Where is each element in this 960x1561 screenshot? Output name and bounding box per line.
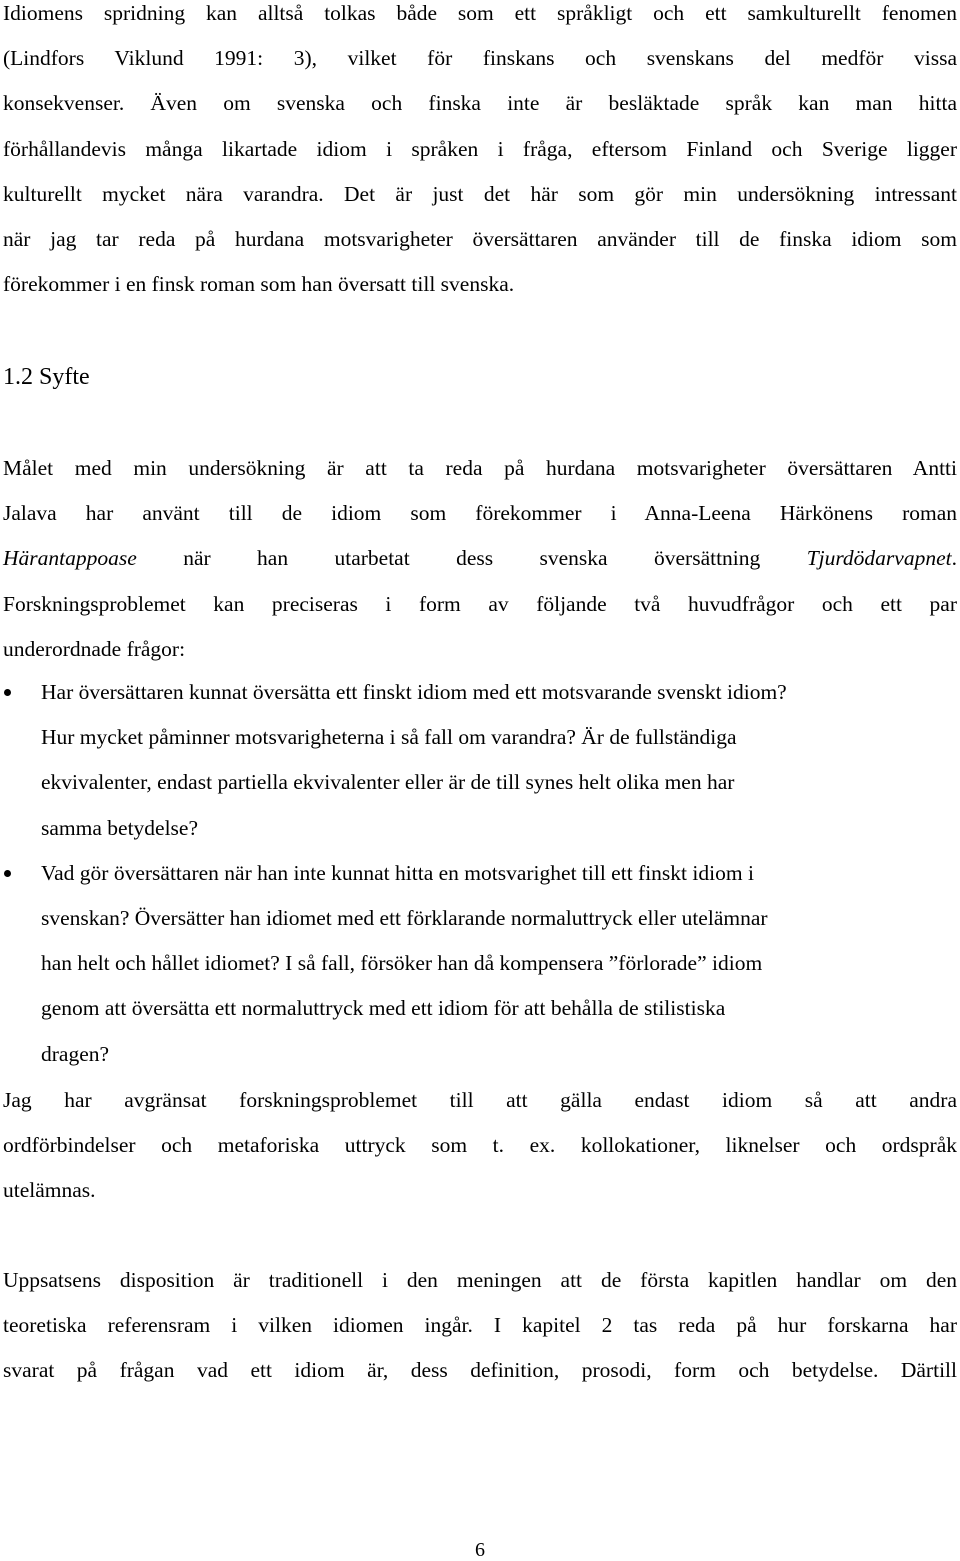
text-line: konsekvenser. Även om svenska och finska inte är besläktade språk kan man hitta [3,91,957,116]
text-line: svenskan? Översätter han idiomet med ett förklarande normaluttryck eller utelämnar [41,906,768,931]
text-fragment: när han utarbetat dess svenska översättning [183,546,761,571]
text-line: kulturellt mycket nära varandra. Det är just det här som gör min undersökning intressant [3,181,957,206]
novel-title-swedish: Tjurdödarvapnet [806,546,952,571]
bullet-icon [4,689,11,696]
text-line: Jalava har använt till de idiom som förekommer i Anna-Leena Härkönens roman [3,501,957,526]
text-line: Uppsatsens disposition är traditionell i den meningen att de första kapitlen handlar om den [3,1268,957,1292]
text-line: samma betydelse? [41,815,199,840]
text-line: (Lindfors Viklund 1991: 3), vilket för finskans och svenskans del medför vissa [3,46,957,71]
text-line: Har översättaren kunnat översätta ett finskt idiom med ett motsvarande svenskt idiom? [41,680,787,704]
text-line: genom att översätta ett normaluttryck med ett idiom för att behålla de stilistiska [41,996,726,1021]
text-line: Vad gör översättaren när han inte kunnat hitta en motsvarighet till ett finskt idiom i [41,860,754,885]
text-line: svarat på frågan vad ett idiom är, dess definition, prosodi, form och betydelse. Därtill [3,1358,957,1383]
paragraph-disposition [3,1258,957,1394]
page-number: 6 [475,1539,485,1561]
text-line: Idiomens spridning kan alltså tolkas både som ett språkligt och ett samkulturellt fenomen [3,1,957,25]
text-line: ordförbindelser och metaforiska uttryck som t. ex. kollokationer, liknelser och ordspråk [3,1133,957,1158]
text-line: förhållandevis många likartade idiom i språken i fråga, eftersom Finland och Sverige ligger [3,136,957,161]
list-item [0,851,960,1077]
list-item [0,670,960,851]
text-line: dragen? [41,1041,110,1066]
paragraph-delimitation [3,1078,957,1214]
text-line: Hur mycket påminner motsvarigheterna i så fall om varandra? Är de fullständiga [41,725,737,750]
text-line: Forskningsproblemet kan preciseras i form av följande två huvudfrågor och ett par [3,591,957,616]
text-line: ekvivalenter, endast partiella ekvivalenter eller är de till synes helt olika men har [41,770,735,795]
paragraph-idiom-spread [3,0,957,307]
paragraph-purpose [3,446,957,672]
text-line: förekommer i en finsk roman som han översatt till svenska. [3,272,515,297]
text-line: Målet med min undersökning är att ta reda på hurdana motsvarigheter översättaren Antti [3,456,957,480]
text-line: han helt och hållet idiomet? I så fall, försöker han då kompensera ”förlorade” idiom [41,951,763,976]
text-line: när jag tar reda på hurdana motsvarigheter översättaren använder till de finska idiom som [3,227,957,252]
novel-title-finnish: Härantappoase [3,546,137,571]
bullet-icon [4,870,11,877]
research-questions-list [0,670,960,1077]
section-heading: 1.2 Syfte [3,364,90,390]
text-line: teoretiska referensram i vilken idiomen ingår. I kapitel 2 tas reda på hur forskarna har [3,1313,957,1338]
text-line: underordnade frågor: [3,636,186,661]
text-line: utelämnas. [3,1178,96,1203]
text-line-with-titles: Härantappoase när han utarbetat dess svenska översättning Tjurdödarvapnet. [3,546,957,571]
text-line: Jag har avgränsat forskningsproblemet till att gälla endast idiom så att andra [3,1088,957,1112]
